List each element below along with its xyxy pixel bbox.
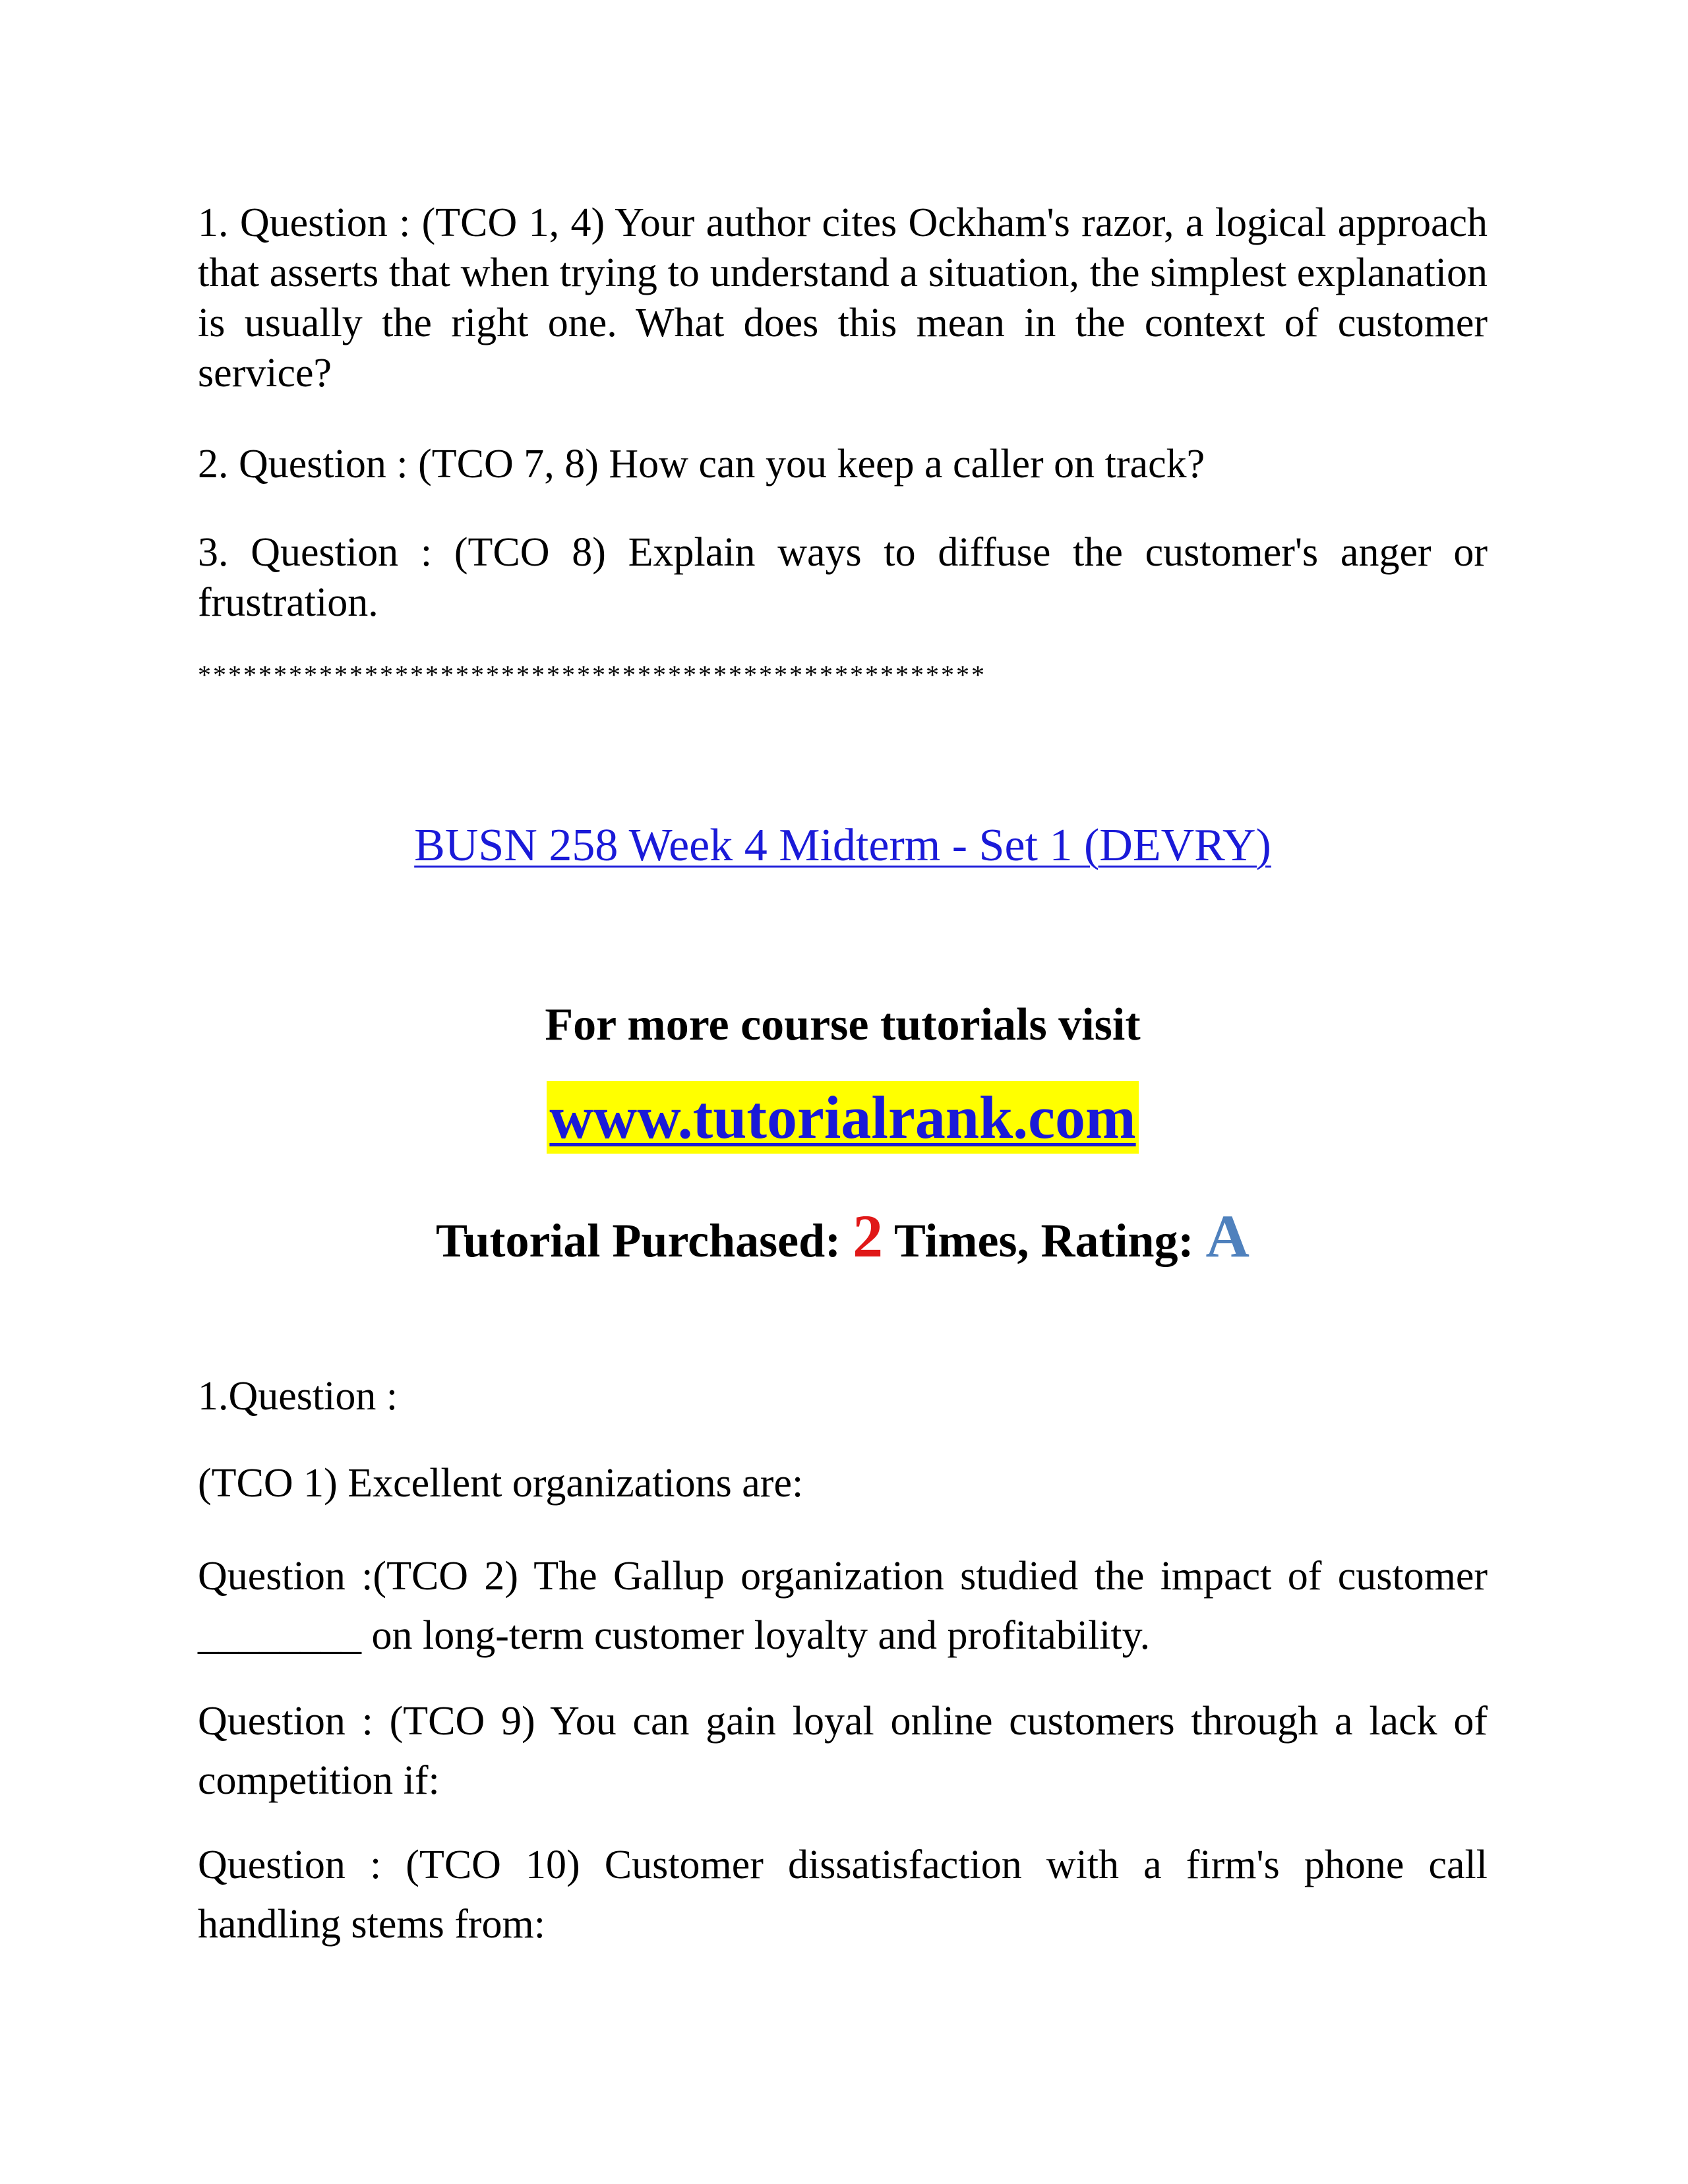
question-tco10: Question : (TCO 10) Customer dissatisfaction with a firm's phone call handling stems from:	[198, 1843, 1488, 1947]
website-link[interactable]: www.tutorialrank.com	[547, 1081, 1138, 1154]
question-tco1: (TCO 1) Excellent organizations are:	[198, 1461, 804, 1506]
question-caller-track: 2. Question : (TCO 7, 8) How can you keep a caller on track?	[198, 442, 1205, 487]
midterm-question-heading: 1.Question :	[198, 1374, 398, 1419]
purchased-count: 2	[853, 1202, 884, 1270]
asterisk-separator: ****************************************************	[198, 660, 986, 690]
course-title-link[interactable]: BUSN 258 Week 4 Midterm - Set 1 (DEVRY)	[414, 820, 1271, 871]
purchase-rating-line	[198, 1200, 1488, 1277]
rating-value: A	[1205, 1202, 1250, 1270]
purchased-label: Tutorial Purchased:	[436, 1214, 841, 1267]
times-rating-label: Times, Rating:	[893, 1214, 1194, 1267]
document-page	[198, 0, 1488, 2184]
question-tco2: Question :(TCO 2) The Gallup organization studied the impact of customer ________ on long-term customer loyalty and profitability.	[198, 1554, 1488, 1658]
visit-text: For more course tutorials visit	[545, 999, 1141, 1050]
question-tco9: Question : (TCO 9) You can gain loyal online customers through a lack of competition if:	[198, 1699, 1488, 1803]
question-ockham: 1. Question : (TCO 1, 4) Your author cites Ockham's razor, a logical approach that asserts that when trying to understand a situation, the simplest explanation is usually the right one. What does this mean in the context of customer service?	[198, 200, 1488, 396]
question-diffuse-anger: 3. Question : (TCO 8) Explain ways to diffuse the customer's anger or frustration.	[198, 530, 1488, 625]
website-line	[198, 1081, 1488, 1154]
